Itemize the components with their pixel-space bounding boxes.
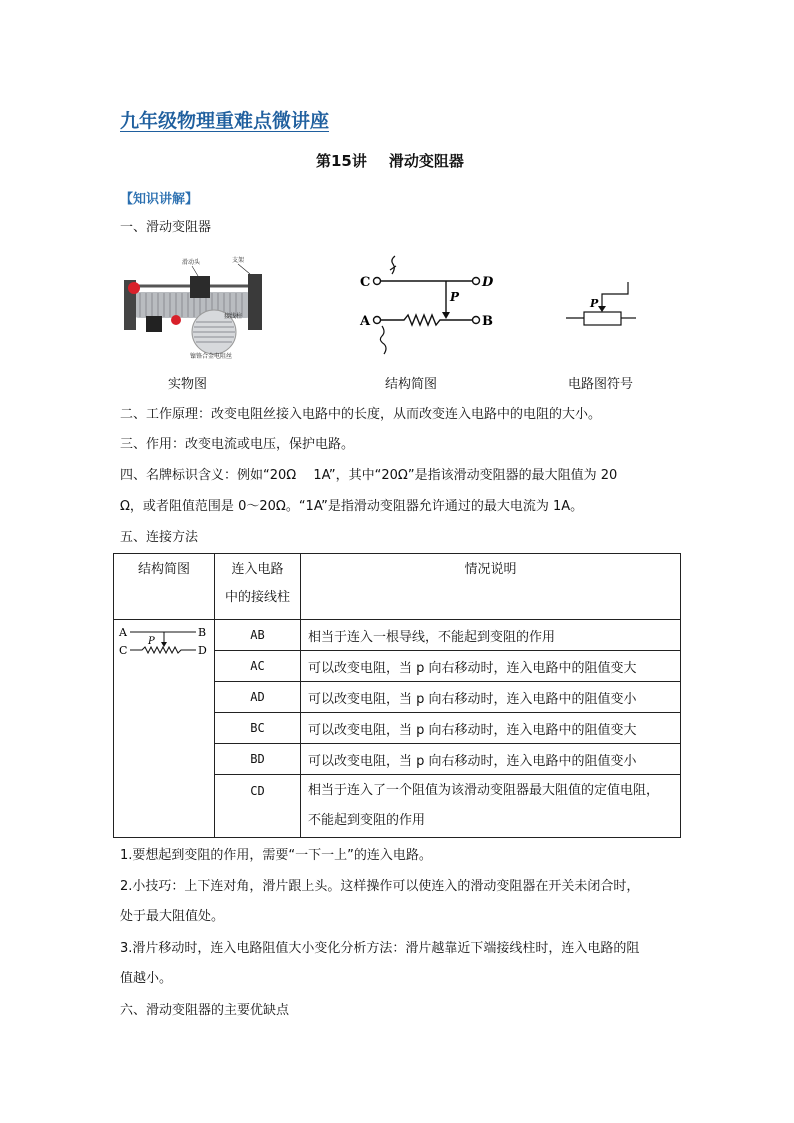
terminal-c: [374, 278, 381, 285]
table-diagram-label-b: B: [198, 626, 207, 639]
row-description: 可以改变电阻，当 p 向右移动时，连入电路中的阻值变小: [301, 744, 681, 775]
symbol-label-p: P: [590, 297, 599, 310]
slider-arrow: [442, 312, 450, 319]
table-diagram-label-p: P: [148, 636, 155, 647]
section-heading-3: 三、作用：改变电流或电压，保护电路。: [120, 437, 355, 452]
row-description: 可以改变电阻，当 p 向右移动时，连入电路中的阻值变大: [301, 651, 681, 682]
caption-photo: 实物图: [168, 377, 208, 392]
slider-head: [190, 276, 210, 298]
struct-label-b: B: [482, 314, 493, 329]
table-diagram-cell: [114, 620, 215, 838]
photo-label-terminal: 接线柱: [224, 313, 243, 320]
red-knob-top: [128, 282, 140, 294]
note-1: 1.要想起到变阻的作用，需要“一下一上”的连入电路。: [120, 848, 432, 863]
connection-table: [113, 553, 681, 838]
section-heading-2: 二、工作原理：改变电阻丝接入电路中的长度，从而改变连入电路中的电阻的大小。: [120, 407, 602, 422]
document-title: 九年级物理重难点微讲座: [120, 110, 330, 132]
terminal-a: [374, 317, 381, 324]
terminal-code: BD: [215, 744, 301, 775]
row-description: 可以改变电阻，当 p 向右移动时，连入电路中的阻值变大: [301, 713, 681, 744]
note-3: 3.滑片移动时，连入电路阻值大小变化分析方法：滑片越靠近下端接线柱时，连入电路的阻: [120, 941, 640, 956]
table-diagram: [114, 620, 214, 664]
structure-diagram: [356, 252, 516, 358]
caption-structure: 结构简图: [385, 377, 438, 392]
note-2: 2.小技巧：上下连对角，滑片跟上头。这样操作可以使连入的滑动变阻器在开关未闭合时，: [120, 879, 640, 894]
base-block: [146, 316, 162, 332]
header-terminals: [215, 554, 301, 620]
table-row: [114, 620, 681, 651]
terminal-code: AB: [215, 620, 301, 651]
table-diagram-label-a: A: [119, 626, 127, 639]
terminal-b: [473, 317, 480, 324]
header-description: 情况说明: [301, 554, 681, 620]
terminal-d: [473, 278, 480, 285]
table-header-row: [114, 554, 681, 620]
table-diagram-resistor: [130, 647, 196, 653]
row-description: [301, 775, 681, 838]
header-terminals-line2: 中的接线柱: [224, 590, 290, 605]
struct-label-d: D: [482, 275, 494, 290]
section-heading-1: 一、滑动变阻器: [120, 220, 212, 235]
red-knob-bottom: [171, 315, 181, 325]
section-4-continued: Ω，或者阻值范围是 0～20Ω。“1A”是指滑动变阻器允许通过的最大电流为 1A。: [120, 499, 584, 514]
header-terminals-line1: 连入电路: [231, 562, 284, 577]
note-2-continued: 处于最大阻值处。: [120, 909, 225, 924]
terminal-code: AC: [215, 651, 301, 682]
section-heading-5: 五、连接方法: [120, 530, 199, 545]
wire-bottom: [380, 326, 386, 354]
table-diagram-arrow: [161, 642, 167, 647]
photo-label-slider: 滑动头: [182, 259, 201, 266]
circuit-symbol: [566, 280, 646, 330]
photo-label-bracket: 支架: [232, 257, 245, 264]
symbol-resistor: [584, 312, 621, 325]
terminal-code: CD: [215, 775, 301, 838]
symbol-arrow: [598, 306, 606, 312]
row-description: 相当于连入一根导线，不能起到变阻的作用: [301, 620, 681, 651]
note-3-continued: 值越小。: [120, 971, 173, 986]
struct-label-p: P: [450, 290, 460, 304]
row-description-line1: 相当于连入了一个阻值为该滑动变阻器最大阻值的定值电阻，: [308, 783, 660, 798]
lecture-number: 第15讲: [316, 152, 367, 170]
row-description-line2: 不能起到变阻的作用: [308, 813, 426, 828]
rheostat-photo: [120, 252, 270, 360]
section-heading-6: 六、滑动变阻器的主要优缺点: [120, 1003, 290, 1018]
section-tag: 【知识讲解】: [120, 192, 199, 207]
wire-top: [390, 256, 396, 274]
table-diagram-label-d: D: [198, 644, 207, 657]
lecture-heading: [316, 150, 464, 171]
section-heading-4: 四、名牌标识含义：例如“20Ω 1A”，其中“20Ω”是指该滑动变阻器的最大阻值为 20: [120, 468, 618, 483]
caption-symbol: 电路图符号: [568, 377, 634, 392]
row-description: 可以改变电阻，当 p 向右移动时，连入电路中的阻值变小: [301, 682, 681, 713]
struct-label-c: C: [360, 275, 371, 290]
struct-label-a: A: [360, 314, 371, 329]
terminal-code: BC: [215, 713, 301, 744]
header-structure: 结构简图: [114, 554, 215, 620]
photo-label-wire: 镍铬合金电阻丝: [190, 353, 233, 360]
resistor-wire: [381, 315, 472, 325]
terminal-code: AD: [215, 682, 301, 713]
table-diagram-label-c: C: [119, 644, 128, 657]
right-bracket: [248, 274, 262, 330]
lecture-topic: 滑动变阻器: [388, 152, 464, 170]
symbol-slider-wire: [602, 282, 628, 310]
